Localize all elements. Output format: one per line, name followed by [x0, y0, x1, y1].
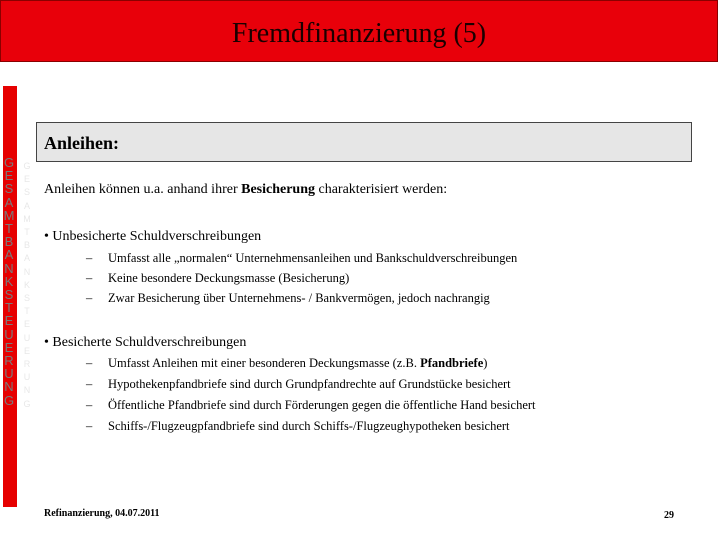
side-letter: T: [5, 300, 13, 316]
dash-marker: –: [86, 356, 93, 370]
side-letter: B: [4, 234, 14, 250]
side-letter: N: [23, 266, 31, 277]
side-letter: A: [23, 253, 30, 264]
sub-item: Keine besondere Deckungsmasse (Besicherung): [108, 271, 350, 285]
side-letter: E: [23, 345, 30, 356]
side-letter: S: [4, 181, 14, 197]
dash-marker: –: [86, 377, 93, 391]
side-letter: E: [23, 174, 30, 185]
dash-marker: –: [86, 398, 93, 412]
side-letter: U: [23, 372, 31, 383]
sub-item: Umfasst alle „normalen“ Unternehmensanleihen und Bankschuldverschreibungen: [108, 251, 518, 265]
footer-text: Refinanzierung, 04.07.2011: [44, 508, 160, 519]
side-letter: S: [23, 293, 30, 304]
section-header: Anleihen:: [44, 133, 120, 153]
side-letter: E: [4, 339, 14, 355]
side-letter: M: [23, 213, 31, 224]
side-letter: N: [4, 379, 14, 395]
slide-title: Fremdfinanzierung (5): [231, 18, 487, 49]
side-letter: R: [4, 353, 14, 369]
dash-marker: –: [86, 419, 93, 433]
bullet-unsecured: • Unbesicherte Schuldverschreibungen: [44, 229, 262, 244]
side-letter: G: [3, 392, 15, 408]
side-letter: A: [4, 194, 14, 210]
side-letter: E: [4, 313, 14, 329]
section-header-box: [36, 122, 692, 162]
side-letter: K: [4, 273, 14, 289]
side-letter: M: [3, 207, 15, 223]
side-letter: K: [23, 279, 30, 290]
side-letter: T: [5, 221, 13, 237]
page-number: 29: [664, 510, 674, 521]
sub-item: Schiffs-/Flugzeugpfandbriefe sind durch Schiffs-/Flugzeughypotheken besichert: [108, 419, 510, 433]
side-letter: B: [23, 240, 30, 251]
side-letter: E: [4, 168, 14, 184]
side-letter: E: [23, 319, 30, 330]
side-brand-ghost: [22, 160, 32, 411]
side-letter: S: [4, 287, 14, 303]
dash-marker: –: [86, 251, 93, 265]
side-letter: T: [24, 227, 30, 238]
sub-item: Zwar Besicherung über Unternehmens- / Bankvermögen, jedoch nachrangig: [108, 291, 490, 305]
sub-item: Umfasst Anleihen mit einer besonderen Deckungsmasse (z.B. Pfandbriefe): [108, 356, 488, 370]
side-letter: A: [23, 200, 30, 211]
side-letter: N: [4, 260, 14, 276]
bullet-secured: • Besicherte Schuldverschreibungen: [44, 335, 247, 350]
intro-text: Anleihen können u.a. anhand ihrer Besicherung charakterisiert werden:: [44, 182, 448, 197]
side-letter: S: [23, 187, 30, 198]
dash-marker: –: [86, 271, 93, 285]
side-letter: G: [23, 398, 31, 409]
dash-marker: –: [86, 291, 93, 305]
sub-item: Hypothekenpfandbriefe sind durch Grundpfandrechte auf Grundstücke besichert: [108, 377, 511, 391]
side-letter: U: [23, 332, 31, 343]
title-bar: [0, 0, 718, 62]
side-brand-text: [1, 156, 17, 407]
side-letter: G: [3, 155, 15, 170]
side-letter: N: [23, 385, 31, 396]
side-letter: A: [4, 247, 14, 263]
side-letter: U: [4, 326, 14, 342]
side-letter: G: [23, 161, 31, 171]
sub-item: Öffentliche Pfandbriefe sind durch Förderungen gegen die öffentliche Hand besichert: [108, 398, 536, 412]
side-letter: T: [24, 306, 30, 317]
side-letter: U: [4, 366, 14, 382]
side-letter: R: [23, 359, 31, 370]
